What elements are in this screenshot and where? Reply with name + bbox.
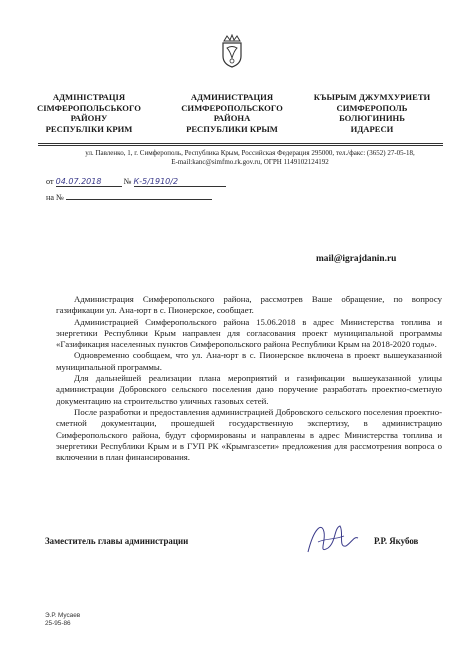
body-paragraph: После разработки и предоставления администрацией Добровского сельского поселения проектно-сметной документации, прошедшей государственную экспертизу, в администрацию Симферопольского района, будут сформированы и направлены в адрес Министерства топлива и энергетики Республики Крым и в ГУП РК «Крымгазсети» предложения для рассмотрения вопроса о включении в план финансирования. [56, 406, 442, 463]
registration-date: 04.07.2018 [56, 177, 122, 187]
letter-body [56, 294, 442, 463]
header-line: РЕСПУБЛИКИ КРЫМ [186, 123, 278, 134]
header-line: АДМИНИСТРАЦИЯ [190, 92, 274, 102]
from-label: от [46, 177, 54, 186]
body-paragraph: Одновременно сообщаем, что ул. Ана-юрт в с. Пионерское включена в проект вышеуказанной муниципальной программы. [56, 350, 442, 372]
header-line: СІМФЕРОПОЛЬСЬКОГО [37, 102, 141, 113]
header-line: КЪЫРЫМ ДЖУМХУРИЕТИ [313, 92, 431, 102]
crimea-coat-of-arms-icon [221, 34, 243, 68]
signatory-position: Заместитель главы администрации [45, 536, 189, 546]
header-line: БОЛЮГИНИНЬ [339, 113, 405, 123]
registration-reply-line [46, 190, 212, 202]
recipient-email: mail@igrajdanin.ru [316, 254, 397, 264]
executor-name: Э.Р. Мусаев [45, 612, 81, 619]
number-label: № [123, 177, 132, 186]
registration-number: К-5/1910/2 [134, 177, 226, 187]
header-line: РАЙОНА [213, 113, 251, 123]
handwritten-signature-icon [300, 518, 362, 560]
registration-from-line [46, 177, 226, 187]
reply-number-blank [66, 190, 212, 200]
contact-address: ул. Павленко, 1, г. Симферополь, Республика Крым, Российская Федерация 295000, тел./факс: (3652) 27-05-18, [85, 149, 415, 157]
body-paragraph: Администрацией Симферопольского района 15.06.2018 в адрес Министерства топлива и энергетики Республики Крым направлен для согласования проект муниципальной программы «Газификация населенных пунктов Симферопольского района Республики Крым на 2018-2020 годы». [56, 316, 442, 350]
header-line: РАЙОНУ [70, 113, 108, 123]
body-paragraph: Администрация Симферопольского района, рассмотрев Ваше обращение, по вопросу газификации ул. Ана-юрт в с. Пионерское, сообщает. [56, 294, 442, 316]
body-paragraph: Для дальнейшей реализации плана мероприятий и газификации вышеуказанной улицы администрации Добровского сельского поселения дано поручение разработать проектно-сметную документацию на строительство уличных газовых сетей. [56, 373, 442, 406]
executor-phone: 25-95-86 [45, 620, 71, 627]
contact-email-ogrn: E-mail:kanc@simfmo.rk.gov.ru, ОГРН 1149102124192 [171, 158, 329, 166]
header-divider-thin [38, 145, 443, 146]
header-line: СИМФЕРОПОЛЬ [336, 102, 408, 113]
header-russian [157, 92, 307, 134]
header-line: СИМФЕРОПОЛЬСКОГО [181, 102, 283, 113]
header-divider [38, 143, 443, 144]
executor-block [45, 612, 80, 628]
header-line: ИДАРЕСИ [350, 123, 394, 134]
header-line: АДМІНІСТРАЦІЯ [52, 92, 126, 102]
header-crimean-tatar [297, 92, 447, 134]
signatory-name: Р.Р. Якубов [374, 536, 419, 546]
header-line: РЕСПУБЛІКИ КРИМ [45, 123, 133, 134]
reply-to-label: на № [46, 193, 64, 202]
header-ukrainian [14, 92, 164, 134]
